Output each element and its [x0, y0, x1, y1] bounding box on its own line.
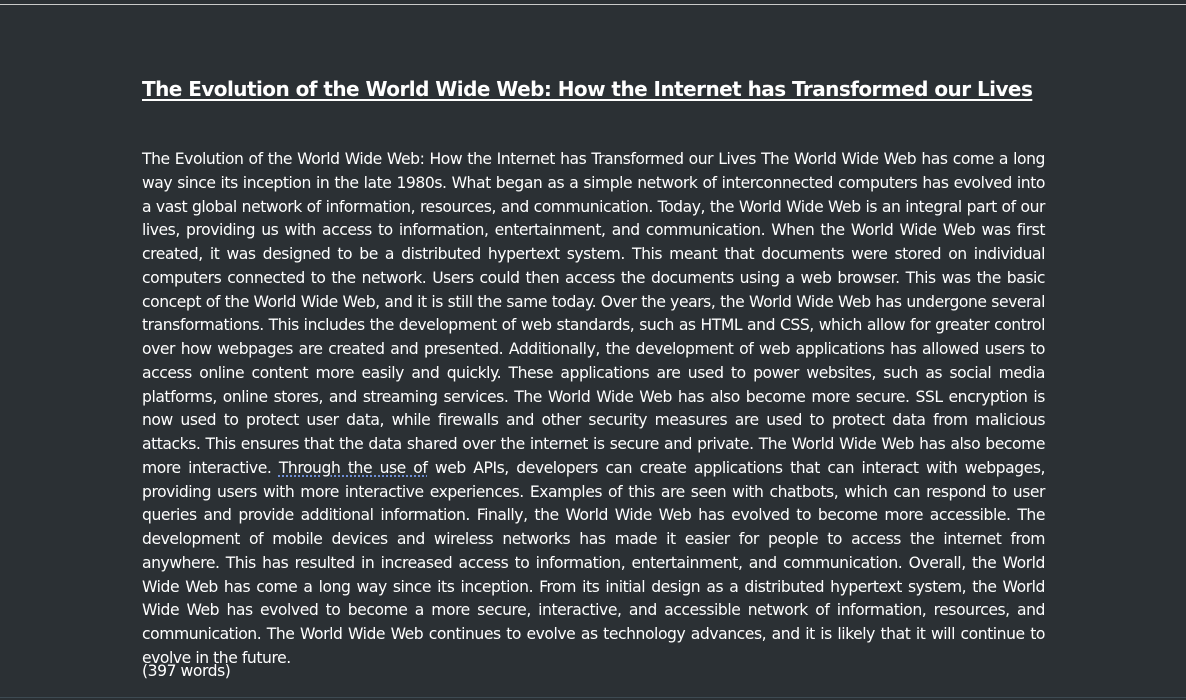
word-count: (397 words) [142, 662, 231, 680]
body-text-part-2: web APIs, developers can create applications that can interact with webpages, providing users with more interactive experiences. Examples of this are seen with chatbots, which can respond to user queries and provide additional information. Finally, the World Wide Web has evolved to become more accessible. The development of mobile devices and wireless networks has made it easier for people to access the internet from anywhere. This has resulted in increased access to information, entertainment, and communication. Overall, the World Wide Web has come a long way since its inception. From its initial design as a distributed hypertext system, the World Wide Web has evolved to become a more secure, interactive, and accessible network of information, resources, and communication. The World Wide Web continues to evolve as technology advances, and it is likely that it will continue to evolve in the future. [142, 458, 1045, 667]
top-divider [0, 4, 1186, 5]
document-title: The Evolution of the World Wide Web: How the Internet has Transformed our Lives [142, 77, 1033, 101]
body-text-part-1: The Evolution of the World Wide Web: How the Internet has Transformed our Lives The World Wide Web has come a long way since its inception in the late 1980s. What began as a simple network of interconnected computers has evolved into a vast global network of information, resources, and communication. Today, the World Wide Web is an integral part of our lives, providing us with access to information, entertainment, and communication. When the World Wide Web was first created, it was designed to be a distributed hypertext system. This meant that documents were stored on individual computers connected to the network. Users could then access the documents using a web browser. This was the basic concept of the World Wide Web, and it is still the same today. Over the years, the World Wide Web has undergone several transformations. This includes the development of web standards, such as HTML and CSS, which allow for greater control over how webpages are created and presented. Additionally, the development of web applications has allowed users to access online content more easily and quickly. These applications are used to power websites, such as social media platforms, online stores, and streaming services. The World Wide Web has also become more secure. SSL encryption is now used to protect user data, while firewalls and other security measures are used to protect data from malicious attacks. This ensures that the data shared over the internet is secure and private. The World Wide Web has also become more interactive. [142, 150, 1045, 477]
document-body[interactable] [142, 148, 1045, 671]
grammar-suggestion-flag[interactable]: Through the use of [278, 458, 428, 477]
bottom-divider [0, 697, 1186, 698]
